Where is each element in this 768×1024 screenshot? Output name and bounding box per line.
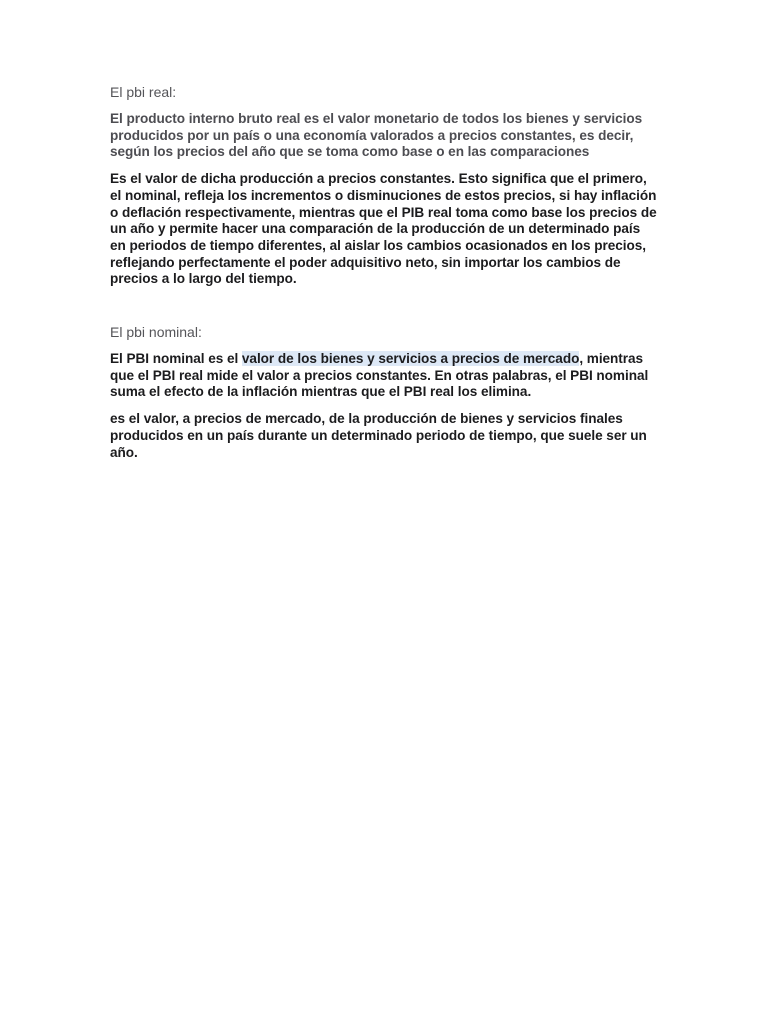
document-page <box>110 84 658 471</box>
paragraph-suffix: , mientras que el PBI real mide el valor a precios constantes. En otras palabras, el PBI nominal suma el efecto de la inflación mientras que el PBI real los elimina. <box>110 351 649 400</box>
heading-pbi-real: El pbi real: <box>110 84 177 100</box>
paragraph-pbi-real-explanation: Es el valor de dicha producción a precios constantes. Esto significa que el primero, el nominal, refleja los incrementos o disminuciones de estos precios, si hay inflación o deflación respectivamente, mientras que el PIB real toma como base los precios de un año y permite hacer una comparación de la producción de un determinado país en periodos de tiempo diferentes, al aislar los cambios ocasionados en los precios, reflejando perfectamente el poder adquisitivo neto, sin importar los cambios de precios a lo largo del tiempo. <box>110 171 657 287</box>
paragraph-pbi-real-definition: El producto interno bruto real es el valor monetario de todos los bienes y servicios producidos por un país o una economía valorados a precios constantes, es decir, según los precios del año que se toma como base o en las comparaciones <box>110 111 643 160</box>
paragraph-prefix: El PBI nominal es el <box>110 351 242 367</box>
section-spacer <box>110 298 658 324</box>
paragraph-pbi-nominal-definition <box>110 351 658 401</box>
highlighted-text: valor de los bienes y servicios a precios de mercado <box>241 351 580 367</box>
paragraph-pbi-nominal-explanation: es el valor, a precios de mercado, de la producción de bienes y servicios finales producidos en un país durante un determinado periodo de tiempo, que suele ser un año. <box>110 411 647 460</box>
heading-pbi-nominal: El pbi nominal: <box>110 324 202 341</box>
